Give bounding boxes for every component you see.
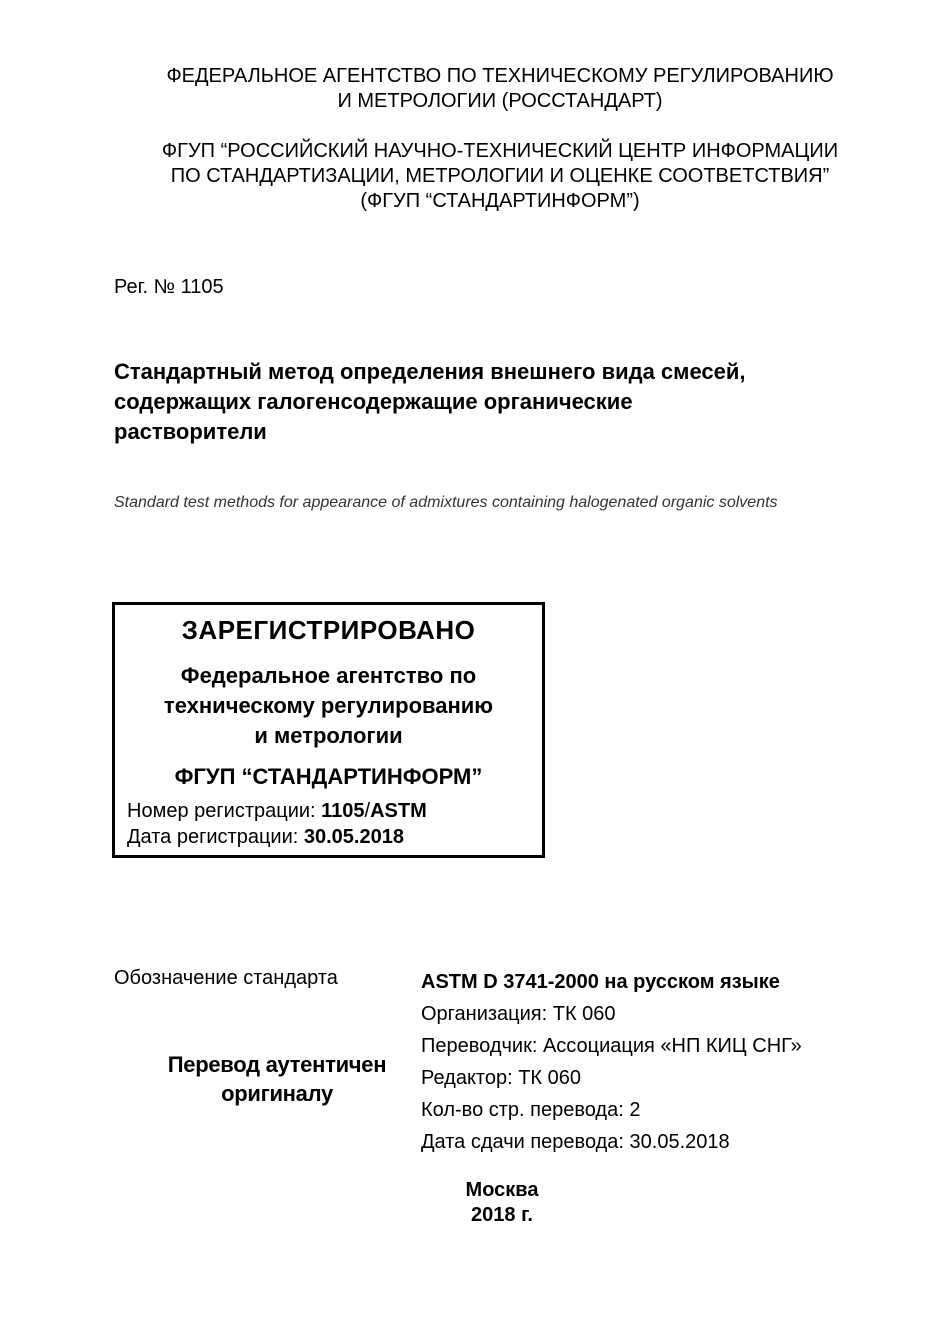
stamp-agency	[115, 661, 542, 751]
standard-label: Обозначение стандарта	[114, 967, 338, 989]
document-title-english: Standard test methods for appearance of admixtures containing halogenated organic solvents	[114, 494, 778, 511]
authentic-line-2: оригиналу	[221, 1081, 333, 1106]
organization: Организация: ТК 060	[421, 1003, 616, 1025]
city: Москва	[465, 1179, 539, 1201]
fgup-line-3: (ФГУП “СТАНДАРТИНФОРМ”)	[360, 190, 640, 212]
fgup-line-1: ФГУП “РОССИЙСКИЙ НАУЧНО-ТЕХНИЧЕСКИЙ ЦЕНТР ИНФОРМАЦИИ	[161, 140, 839, 162]
title-line-1: Стандартный метод определения внешнего вида смесей,	[114, 359, 746, 384]
standard-code: ASTM D 3741-2000 на русском языке	[421, 971, 780, 993]
fgup-header	[60, 139, 940, 214]
year: 2018 г.	[471, 1204, 533, 1226]
title-line-3: растворители	[114, 419, 267, 444]
stamp-agency-line-2: техническому регулированию	[163, 693, 494, 718]
agency-line-1: ФЕДЕРАЛЬНОЕ АГЕНТСТВО ПО ТЕХНИЧЕСКОМУ РЕГУЛИРОВАНИЮ	[166, 65, 834, 87]
document-title	[114, 357, 894, 447]
stamp-reg-date-value: 30.05.2018	[303, 826, 404, 848]
stamp-agency-line-1: Федеральное агентство по	[180, 663, 477, 688]
authentic-line-1: Перевод аутентичен	[167, 1052, 387, 1077]
stamp-reg-number	[127, 798, 427, 824]
stamp-agency-line-3: и метрологии	[254, 723, 403, 748]
stamp-reg-number-suffix: ASTM	[370, 800, 427, 822]
stamp-reg-number-slash: /	[364, 800, 371, 822]
stamp-heading: ЗАРЕГИСТРИРОВАНО	[181, 615, 476, 645]
agency-header	[60, 64, 940, 114]
registration-stamp	[112, 602, 545, 858]
editor: Редактор: ТК 060	[421, 1067, 581, 1089]
title-line-2: содержащих галогенсодержащие органические	[114, 389, 633, 414]
agency-line-2: И МЕТРОЛОГИИ (РОССТАНДАРТ)	[337, 90, 663, 112]
publication-place	[430, 1178, 574, 1228]
fgup-line-2: ПО СТАНДАРТИЗАЦИИ, МЕТРОЛОГИИ И ОЦЕНКЕ СООТВЕТСТВИЯ”	[170, 165, 830, 187]
page-count: Кол-во стр. перевода: 2	[421, 1099, 641, 1121]
stamp-reg-number-label: Номер регистрации:	[127, 800, 322, 822]
standard-details	[421, 966, 802, 1158]
delivery-date: Дата сдачи перевода: 30.05.2018	[421, 1131, 730, 1153]
translator: Переводчик: Ассоциация «НП КИЦ СНГ»	[421, 1035, 802, 1057]
stamp-reg-date	[127, 824, 404, 850]
stamp-reg-date-label: Дата регистрации:	[127, 826, 304, 848]
stamp-fgup: ФГУП “СТАНДАРТИНФОРМ”	[174, 764, 483, 789]
authentic-note	[114, 1050, 440, 1108]
stamp-reg-number-value: 1105	[321, 800, 365, 822]
reg-number: Рег. № 1105	[114, 276, 224, 298]
